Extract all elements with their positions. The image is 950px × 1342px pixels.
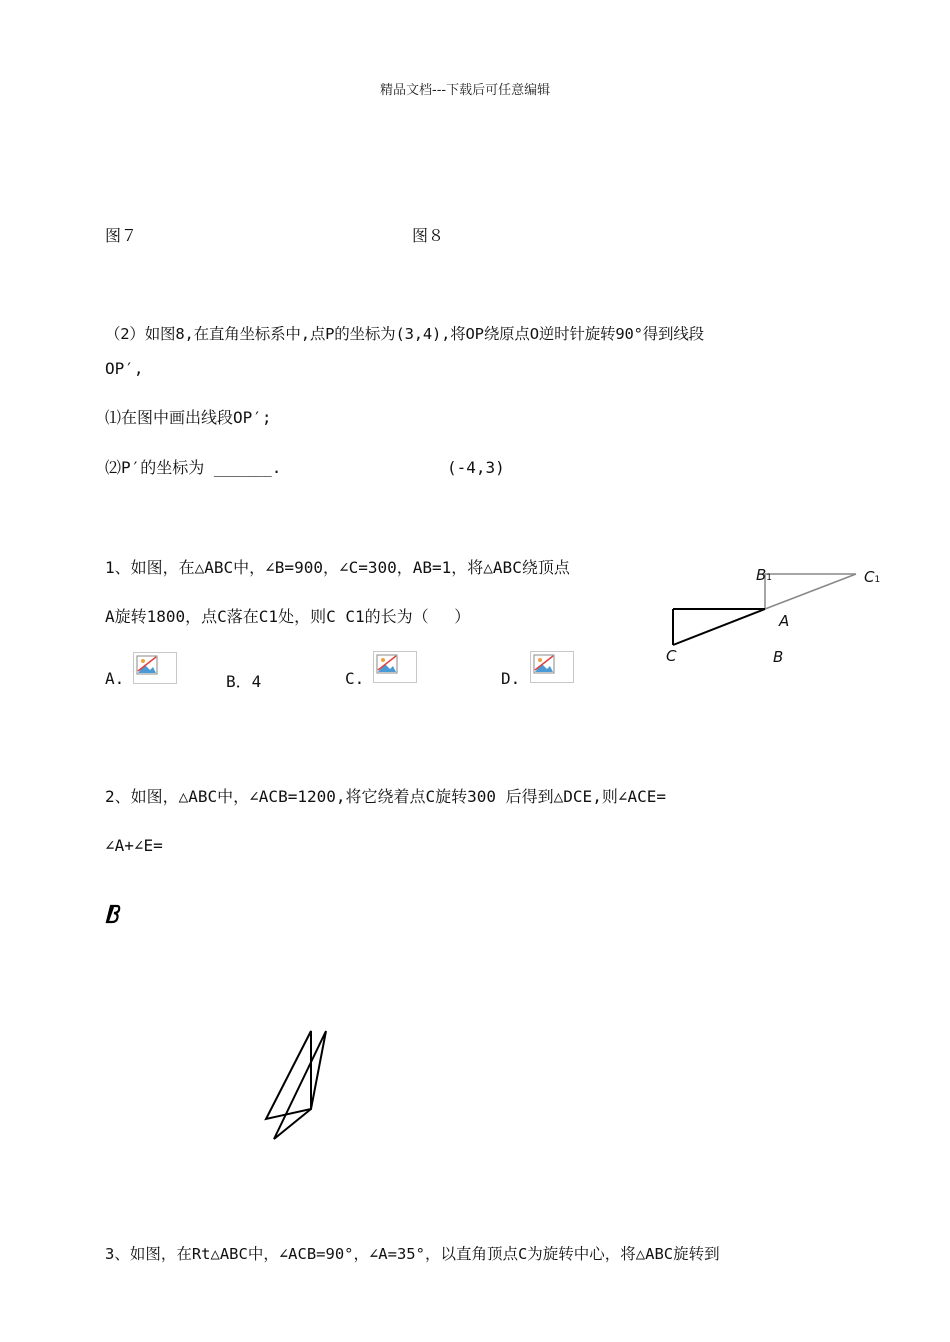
page-header: 精品文档---下载后可任意编辑	[380, 83, 551, 98]
q2-triangles-figure	[260, 1025, 340, 1145]
triangle-dce	[274, 1031, 326, 1139]
label-c: C	[666, 647, 677, 665]
q1-option-d: D.	[501, 669, 521, 688]
problem2-sub1: ⑴在图中画出线段OP′;	[105, 408, 272, 427]
overlapping-label-artifact	[104, 904, 122, 924]
q3-line1: 3、如图，在Rt△ABC中，∠ACB=90°，∠A=35°，以直角顶点C为旋转中心，将△ABC旋转到	[105, 1245, 720, 1263]
q1-option-c-image	[373, 651, 417, 683]
q1-option-a: A.	[105, 669, 125, 688]
broken-image-icon	[533, 654, 557, 676]
q1-option-b: B．4	[226, 672, 262, 691]
problem2-line2: OP′,	[105, 359, 144, 378]
q2-line2: ∠A+∠E=	[105, 836, 163, 855]
figure-8-label: 图８	[412, 226, 445, 245]
q1-line2: A旋转1800，点C落在C1处，则C C1的长为（ ）	[105, 607, 471, 626]
problem2-sub2: ⑵P′的坐标为 ______.	[105, 458, 282, 477]
q1-option-c: C.	[345, 669, 365, 688]
q1-option-a-image	[133, 652, 177, 684]
q1-line1: 1、如图，在△ABC中，∠B=900，∠C=300，AB=1，将△ABC绕顶点	[105, 558, 570, 577]
problem2-answer: (-4,3)	[447, 458, 505, 477]
q2-line1: 2、如图，△ABC中，∠ACB=1200,将它绕着点C旋转300 后得到△DCE,则∠ACE=	[105, 787, 666, 806]
label-a: A	[779, 612, 790, 630]
broken-image-icon	[376, 654, 400, 676]
broken-image-icon	[136, 655, 160, 677]
figure-7-label: 图７	[105, 226, 138, 245]
q1-option-d-image	[530, 651, 574, 683]
line-c-a	[673, 609, 765, 645]
label-c1: C1	[864, 568, 881, 586]
ghost-line-a-c1	[765, 574, 856, 609]
problem2-line1: （2）如图8,在直角坐标系中,点P的坐标为(3,4),将OP绕原点O逆时针旋转90°得到线段	[105, 325, 704, 343]
label-b1: B1	[756, 566, 773, 584]
label-b: B	[773, 648, 784, 666]
